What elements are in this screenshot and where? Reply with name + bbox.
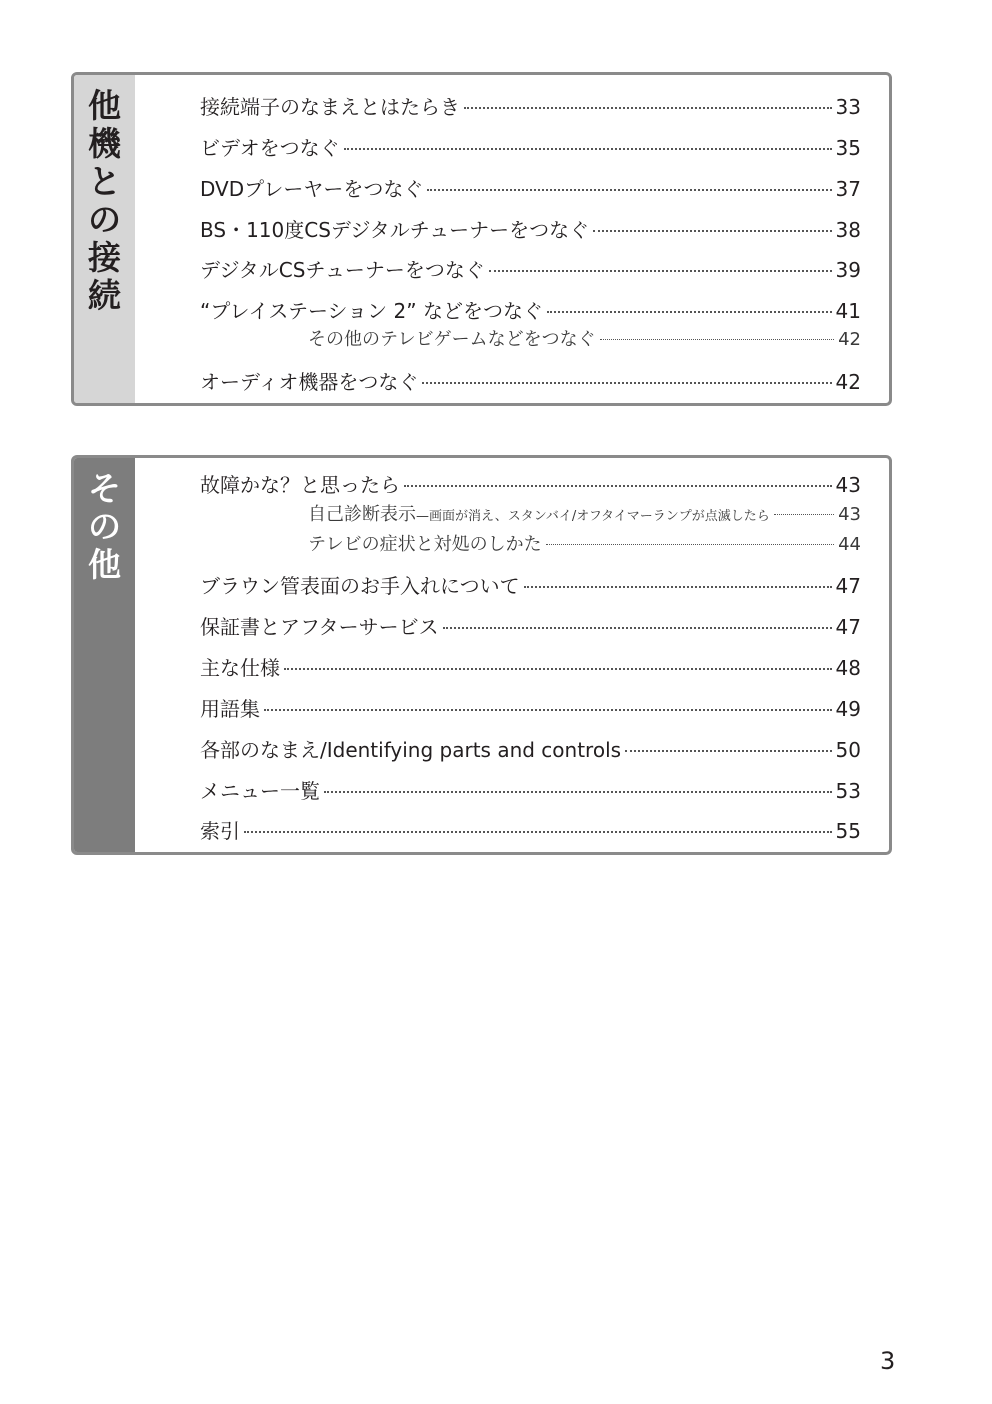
entry-page: 37 <box>835 177 861 201</box>
entry-label: “プレイステーション 2” などをつなぐ <box>200 299 543 323</box>
entry-label: 用語集 <box>200 697 260 721</box>
leader-dots <box>524 586 832 588</box>
toc-subentry[interactable] <box>308 325 861 351</box>
leader-dots <box>489 270 832 272</box>
toc-entry[interactable] <box>200 693 861 722</box>
leader-dots <box>443 627 832 629</box>
entry-label: 主な仕様 <box>200 656 280 680</box>
leader-dots <box>427 189 831 191</box>
section-tab <box>74 458 135 852</box>
leader-dots <box>625 750 832 752</box>
toc-entry[interactable] <box>200 173 861 202</box>
entry-page: 44 <box>838 534 861 555</box>
entry-page: 41 <box>835 299 861 323</box>
entry-label: DVDプレーヤーをつなぐ <box>200 177 424 201</box>
tab-char: 他 <box>88 86 121 125</box>
toc-entry[interactable] <box>200 652 861 681</box>
entry-page: 38 <box>835 218 861 242</box>
tab-char: 続 <box>88 276 121 315</box>
entry-page: 53 <box>835 779 861 803</box>
entry-label-note: —画面が消え、スタンバイ/オフタイマーランプが点滅したら <box>416 509 770 524</box>
entry-label: 保証書とアフターサービス <box>200 615 439 639</box>
toc-entry[interactable] <box>200 91 861 120</box>
entry-page: 47 <box>835 615 861 639</box>
toc-subentry[interactable] <box>308 530 861 556</box>
toc-entry[interactable] <box>200 132 861 161</box>
page-number: 3 <box>880 1347 896 1375</box>
toc-entry[interactable] <box>200 611 861 640</box>
leader-dots <box>404 485 832 487</box>
leader-dots <box>284 668 832 670</box>
entry-page: 49 <box>835 697 861 721</box>
entry-label: その他のテレビゲームなどをつなぐ <box>308 329 596 350</box>
entry-page: 42 <box>835 370 861 394</box>
entry-label: 索引 <box>200 819 240 843</box>
entry-page: 39 <box>835 258 861 282</box>
leader-dots <box>593 230 831 232</box>
entry-page: 35 <box>835 136 861 160</box>
section-tab <box>74 75 135 403</box>
entry-label: 故障かな？と思ったら <box>200 473 400 497</box>
entry-label: オーディオ機器をつなぐ <box>200 370 419 394</box>
toc-entry[interactable] <box>200 815 861 844</box>
entry-label: メニュー一覧 <box>200 779 320 803</box>
tab-char: 他 <box>88 545 121 584</box>
toc-entry[interactable] <box>200 366 861 395</box>
leader-dots <box>546 544 834 545</box>
entry-page: 42 <box>838 329 861 350</box>
leader-dots <box>244 831 832 833</box>
tab-char: 機 <box>88 124 121 163</box>
leader-dots <box>774 514 834 515</box>
entry-label: ビデオをつなぐ <box>200 136 340 160</box>
tab-char: そ <box>88 469 121 508</box>
entry-page: 43 <box>838 504 861 525</box>
leader-dots <box>344 148 832 150</box>
entry-page: 50 <box>835 738 861 762</box>
entry-label: 接続端子のなまえとはたらき <box>200 95 460 119</box>
entry-label: テレビの症状と対処のしかた <box>308 534 542 555</box>
entry-page: 47 <box>835 574 861 598</box>
leader-dots <box>547 311 832 313</box>
toc-entry[interactable] <box>200 734 861 763</box>
entry-page: 55 <box>835 819 861 843</box>
toc-entry[interactable] <box>200 570 861 599</box>
entry-page: 43 <box>835 473 861 497</box>
toc-entry[interactable] <box>200 214 861 243</box>
section-other-connections <box>71 72 892 406</box>
tab-char: の <box>88 200 121 239</box>
leader-dots <box>422 382 831 384</box>
entry-label <box>308 500 770 526</box>
leader-dots <box>324 791 832 793</box>
entry-label-main: 自己診断表示 <box>308 504 416 525</box>
tab-char: と <box>88 162 121 201</box>
toc-entry[interactable] <box>200 469 861 498</box>
entry-label: BS・110度CSデジタルチューナーをつなぐ <box>200 218 590 242</box>
entry-label: 各部のなまえ/Identifying parts and controls <box>200 738 622 762</box>
toc-entry[interactable] <box>200 775 861 804</box>
entry-page: 33 <box>835 95 861 119</box>
leader-dots <box>264 709 832 711</box>
toc-subentry[interactable] <box>308 500 861 526</box>
entry-page: 48 <box>835 656 861 680</box>
entry-label: ブラウン管表面のお手入れについて <box>200 574 520 598</box>
section-others <box>71 455 892 855</box>
leader-dots <box>464 107 832 109</box>
tab-char: の <box>88 507 121 546</box>
toc-entry[interactable] <box>200 295 861 324</box>
toc-entry[interactable] <box>200 254 861 283</box>
tab-char: 接 <box>88 238 121 277</box>
leader-dots <box>600 339 834 340</box>
entry-label: デジタルCSチューナーをつなぐ <box>200 258 485 282</box>
